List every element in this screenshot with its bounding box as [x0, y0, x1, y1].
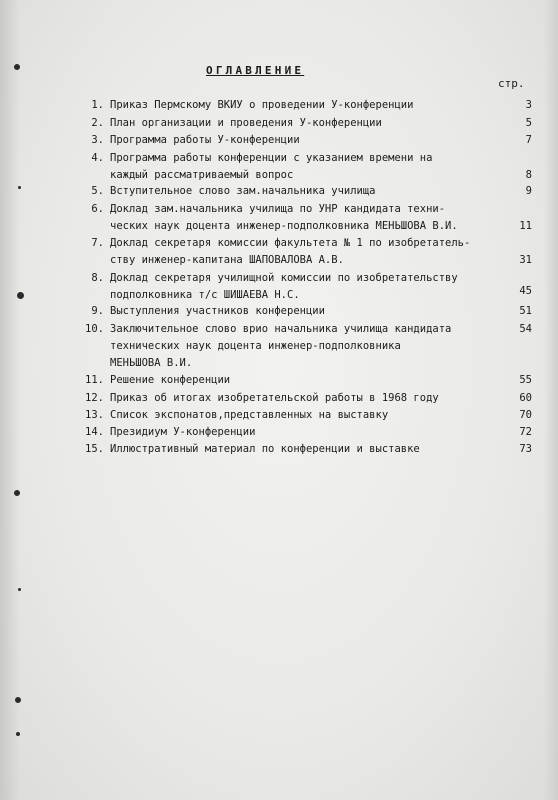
toc-item-page: 55	[519, 374, 532, 386]
toc-item-number: 3.	[91, 134, 104, 146]
toc-item-title	[110, 132, 506, 149]
toc-item-title	[110, 407, 506, 424]
toc-item-page: 73	[519, 443, 532, 455]
toc-item-line: ческих наук доцента инженер-подполковника МЕНЬШОВА В.И.	[110, 220, 458, 232]
toc-item-number: 12.	[85, 392, 104, 404]
toc-item-page: 70	[519, 409, 532, 421]
toc-item-line: Заключительное слово врио начальника училища кандидата	[110, 323, 452, 335]
toc-item-line: технических наук доцента инженер-подполковника	[110, 340, 401, 352]
toc-item-line: Решение конференции	[110, 374, 231, 386]
toc-item-line: Иллюстративный материал по конференции и выставке	[110, 443, 420, 455]
toc-item-title	[110, 150, 506, 184]
toc-item-line: Программа работы У-конференции	[110, 134, 300, 146]
toc-item-title	[110, 424, 506, 441]
toc-item-number: 4.	[91, 152, 104, 164]
toc-item-line: ству инженер-капитана ШАПОВАЛОВА А.В.	[110, 254, 344, 266]
scan-speck	[18, 588, 21, 591]
toc-item-title	[110, 183, 506, 200]
toc-item-number: 9.	[91, 305, 104, 317]
toc-item-line: Список экспонатов,представленных на выставку	[110, 409, 389, 421]
toc-item-line: каждый рассматриваемый вопрос	[110, 169, 294, 181]
binder-hole-mark	[14, 64, 20, 70]
toc-item-page: 9	[525, 185, 532, 197]
toc-item-title	[110, 303, 506, 320]
toc-item-line: Приказ Пермскому ВКИУ о проведении У-конференции	[110, 99, 414, 111]
toc-item-number: 8.	[91, 272, 104, 284]
binder-hole-mark	[17, 292, 24, 299]
toc-item-page: 11	[519, 220, 532, 232]
toc-item-number: 1.	[91, 99, 104, 111]
toc-item-page: 5	[525, 117, 532, 129]
toc-item-title	[110, 115, 506, 132]
toc-item-page: 60	[519, 392, 532, 404]
toc-item-title	[110, 321, 506, 372]
document-title: ОГЛАВЛЕНИЕ	[206, 64, 305, 77]
toc-item-page: 72	[519, 426, 532, 438]
toc-item-number: 11.	[85, 374, 104, 386]
toc-item-page: 45	[519, 285, 532, 297]
toc-item-title	[110, 390, 506, 407]
toc-item-line: Вступительное слово зам.начальника училища	[110, 185, 376, 197]
toc-item-title	[110, 97, 506, 114]
toc-item-number: 6.	[91, 203, 104, 215]
toc-item-line: МЕНЬШОВА В.И.	[110, 357, 193, 369]
toc-item-page: 31	[519, 254, 532, 266]
toc-item-line: Доклад секретаря комиссии факультета № 1 по изобретатель-	[110, 237, 471, 249]
toc-item-line: Приказ об итогах изобретательской работы в 1968 году	[110, 392, 439, 404]
toc-item-number: 13.	[85, 409, 104, 421]
toc-item-page: 8	[525, 169, 532, 181]
toc-item-title	[110, 201, 506, 235]
toc-item-line: План организации и проведения У-конференции	[110, 117, 382, 129]
toc-item-number: 14.	[85, 426, 104, 438]
binder-hole-mark	[14, 490, 20, 496]
toc-item-number: 10.	[85, 323, 104, 335]
toc-item-number: 7.	[91, 237, 104, 249]
toc-item-page: 51	[519, 305, 532, 317]
toc-item-title	[110, 270, 506, 304]
toc-item-number: 5.	[91, 185, 104, 197]
toc-item-line: Выступления участников конференции	[110, 305, 325, 317]
page-column-header: стр.	[498, 77, 525, 90]
toc-item-line: Доклад секретаря училищной комиссии по изобретательству	[110, 272, 458, 284]
scan-speck	[16, 732, 20, 736]
toc-item-title	[110, 372, 506, 389]
toc-item-line: Программа работы конференции с указанием времени на	[110, 152, 433, 164]
toc-item-page: 7	[525, 134, 532, 146]
toc-item-number: 15.	[85, 443, 104, 455]
toc-item-title	[110, 235, 506, 269]
toc-item-line: подполковника т/с ШИШАЕВА Н.С.	[110, 289, 300, 301]
toc-item-title	[110, 441, 506, 458]
toc-item-page: 54	[519, 323, 532, 335]
scan-shadow-right	[544, 0, 558, 800]
toc-item-number: 2.	[91, 117, 104, 129]
toc-item-line: Доклад зам.начальника училища по УНР кандидата техни-	[110, 203, 446, 215]
toc-item-page: 3	[525, 99, 532, 111]
toc-item-line: Президиум У-конференции	[110, 426, 256, 438]
binder-hole-mark	[15, 697, 21, 703]
